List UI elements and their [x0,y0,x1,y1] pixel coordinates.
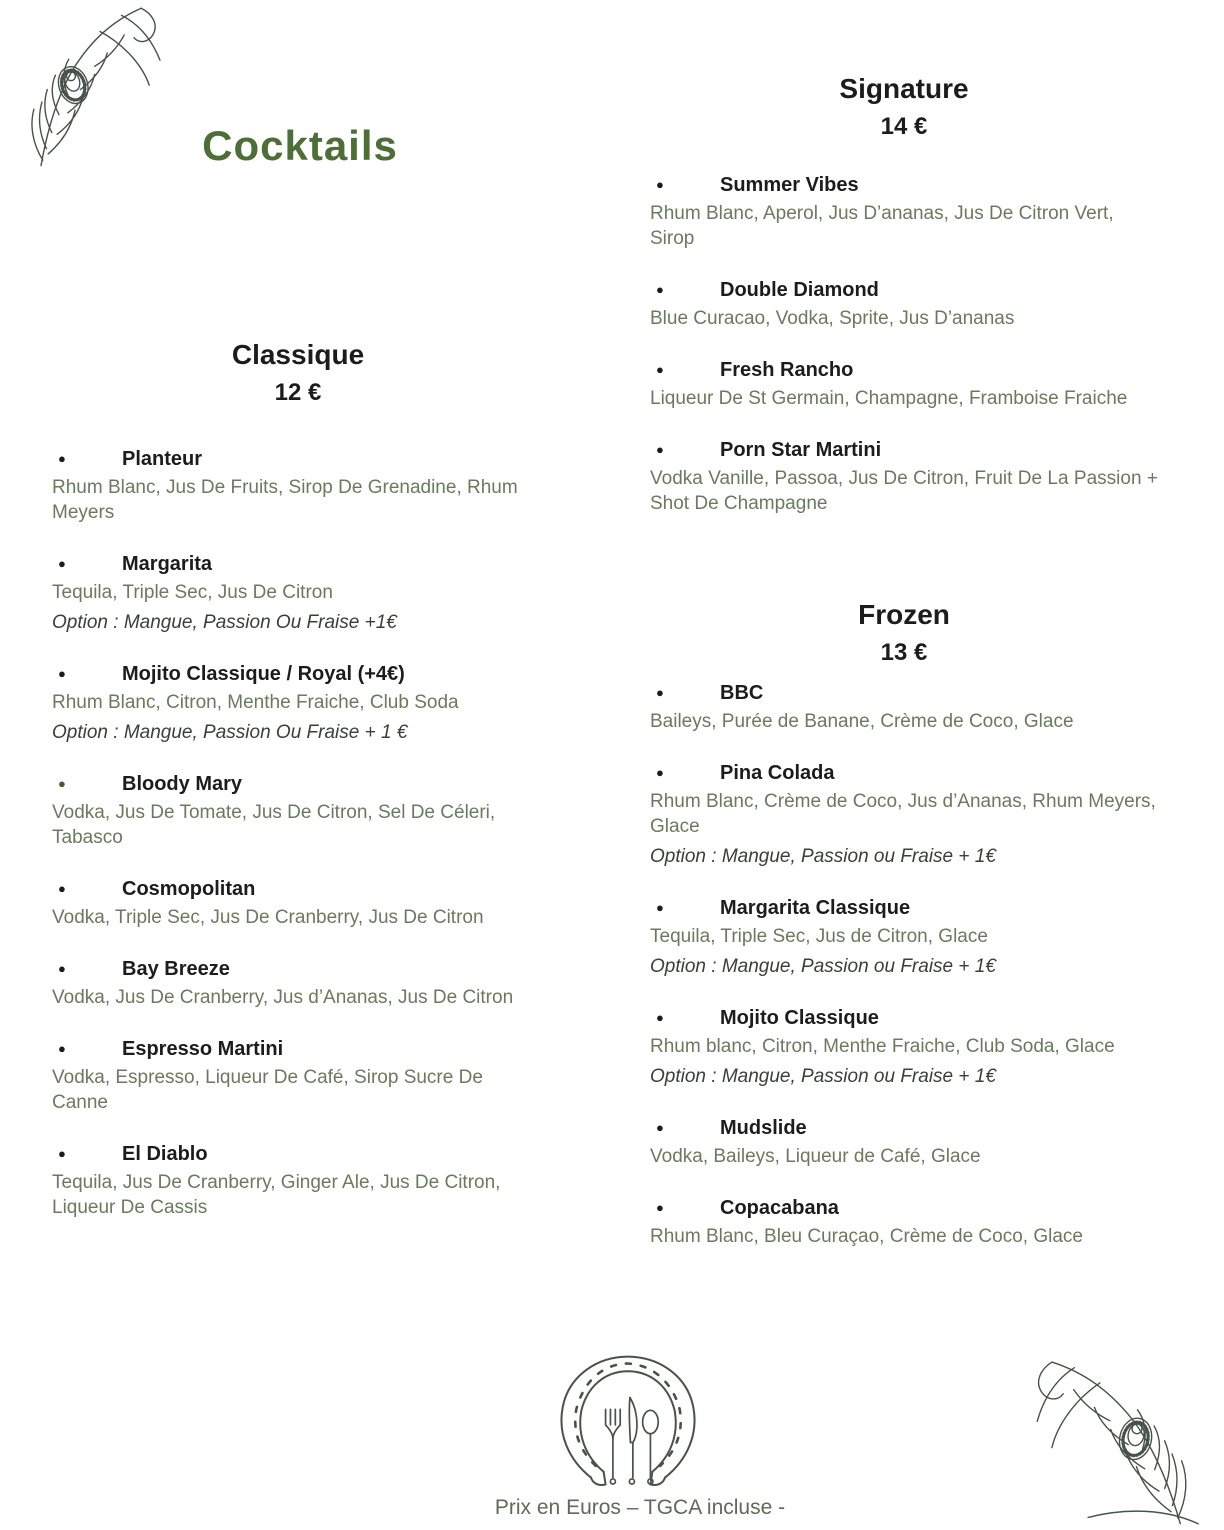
menu-item-espresso-martini [52,1036,544,1115]
item-name: Cosmopolitan [122,878,256,900]
menu-item-margarita [52,551,544,635]
bullet-icon: ● [656,900,664,915]
menu-item-mudslide [650,1115,1158,1169]
menu-item-margarita-classique [650,895,1158,979]
bullet-icon: ● [656,282,664,297]
item-ingredients: Vodka, Triple Sec, Jus De Cranberry, Jus De Citron [52,907,484,928]
item-name: Planteur [122,448,203,470]
menu-item-fresh-rancho [650,357,1158,411]
item-ingredients: Vodka, Espresso, Liqueur De Café, Sirop Sucre De Canne [52,1067,483,1113]
item-name: Margarita Classique [720,897,911,919]
section-signature [650,72,1158,542]
item-option: Option : Mangue, Passion ou Fraise + 1€ [650,956,996,977]
bullet-icon: ● [656,177,664,192]
item-ingredients: Tequila, Jus De Cranberry, Ginger Ale, Jus De Citron, Liqueur De Cassis [52,1172,501,1218]
item-option: Option : Mangue, Passion Ou Fraise + 1 € [52,722,408,743]
menu-item-bay-breeze [52,956,544,1010]
bullet-icon: ● [58,1041,66,1056]
menu-item-bloody-mary [52,771,544,850]
signature-heading: Signature [839,73,969,104]
item-name: Fresh Rancho [720,359,854,381]
bullet-icon: ● [58,1146,66,1161]
bullet-icon: ● [58,666,66,681]
bullet-icon: ● [656,442,664,457]
item-ingredients: Rhum Blanc, Crème de Coco, Jus d’Ananas, Rhum Meyers, Glace [650,791,1156,837]
frozen-price: 13 € [880,639,928,666]
item-name: Espresso Martini [122,1038,284,1060]
menu-item-el-diablo [52,1141,544,1220]
menu-item-pina-colada [650,760,1158,869]
section-frozen [650,598,1158,1275]
menu-item-porn-star-martini [650,437,1158,516]
item-ingredients: Rhum Blanc, Jus De Fruits, Sirop De Grenadine, Rhum Meyers [52,477,518,523]
horseshoe-cutlery-icon [550,1348,706,1496]
item-name: Bay Breeze [122,958,230,980]
bullet-icon: ● [656,685,664,700]
item-option: Option : Mangue, Passion ou Fraise + 1€ [650,846,996,867]
item-ingredients: Liqueur De St Germain, Champagne, Framboise Fraiche [650,388,1128,409]
bullet-icon: ● [58,556,66,571]
menu-item-mojito-classique-royal [52,661,544,745]
menu-item-mojito-classique-frozen [650,1005,1158,1089]
classique-heading: Classique [231,339,365,370]
menu-item-copacabana [650,1195,1158,1249]
item-name: Mojito Classique [720,1007,879,1029]
classique-price: 12 € [274,379,322,406]
item-ingredients: Vodka, Baileys, Liqueur de Café, Glace [650,1146,981,1167]
item-name: Porn Star Martini [720,439,882,461]
footer-note: Prix en Euros – TGCA incluse - [494,1496,786,1519]
item-option: Option : Mangue, Passion Ou Fraise +1€ [52,612,397,633]
item-name: Summer Vibes [720,174,859,196]
item-name: BBC [720,682,764,704]
bullet-icon: ● [656,1120,664,1135]
item-name: Mojito Classique / Royal (+4€) [122,663,405,685]
item-ingredients: Rhum blanc, Citron, Menthe Fraiche, Club Soda, Glace [650,1036,1115,1057]
item-name: Bloody Mary [122,773,243,795]
item-ingredients: Tequila, Triple Sec, Jus De Citron [52,582,333,603]
item-name: Mudslide [720,1117,807,1139]
item-name: Margarita [122,553,213,575]
item-ingredients: Vodka, Jus De Cranberry, Jus d’Ananas, Jus De Citron [52,987,514,1008]
item-option: Option : Mangue, Passion ou Fraise + 1€ [650,1066,996,1087]
bullet-icon: ● [656,1010,664,1025]
section-classique [52,338,544,1246]
item-ingredients: Rhum Blanc, Citron, Menthe Fraiche, Club Soda [52,692,459,713]
page-title: Cocktails [202,122,398,169]
menu-item-summer-vibes [650,172,1158,251]
bullet-icon: ● [58,451,66,466]
bullet-icon: ● [656,1200,664,1215]
bullet-icon: ● [58,776,66,791]
item-name: Pina Colada [720,762,835,784]
frozen-heading: Frozen [858,599,950,630]
menu-item-double-diamond [650,277,1158,331]
item-ingredients: Vodka Vanille, Passoa, Jus De Citron, Fruit De La Passion + Shot De Champagne [650,468,1158,514]
item-ingredients: Baileys, Purée de Banane, Crème de Coco, Glace [650,711,1074,732]
menu-item-cosmopolitan [52,876,544,930]
bullet-icon: ● [656,765,664,780]
item-ingredients: Blue Curacao, Vodka, Sprite, Jus D’ananas [650,308,1015,329]
item-name: Double Diamond [720,279,879,301]
item-ingredients: Rhum Blanc, Bleu Curaçao, Crème de Coco, Glace [650,1226,1083,1247]
menu-item-bbc [650,680,1158,734]
item-name: El Diablo [122,1143,208,1165]
item-ingredients: Vodka, Jus De Tomate, Jus De Citron, Sel De Céleri, Tabasco [52,802,496,848]
bullet-icon: ● [656,362,664,377]
bullet-icon: ● [58,961,66,976]
bullet-icon: ● [58,881,66,896]
menu-item-planteur [52,446,544,525]
item-ingredients: Tequila, Triple Sec, Jus de Citron, Glace [650,926,988,947]
item-name: Copacabana [720,1197,839,1219]
signature-price: 14 € [880,113,928,140]
item-ingredients: Rhum Blanc, Aperol, Jus D’ananas, Jus De Citron Vert, Sirop [650,203,1114,249]
